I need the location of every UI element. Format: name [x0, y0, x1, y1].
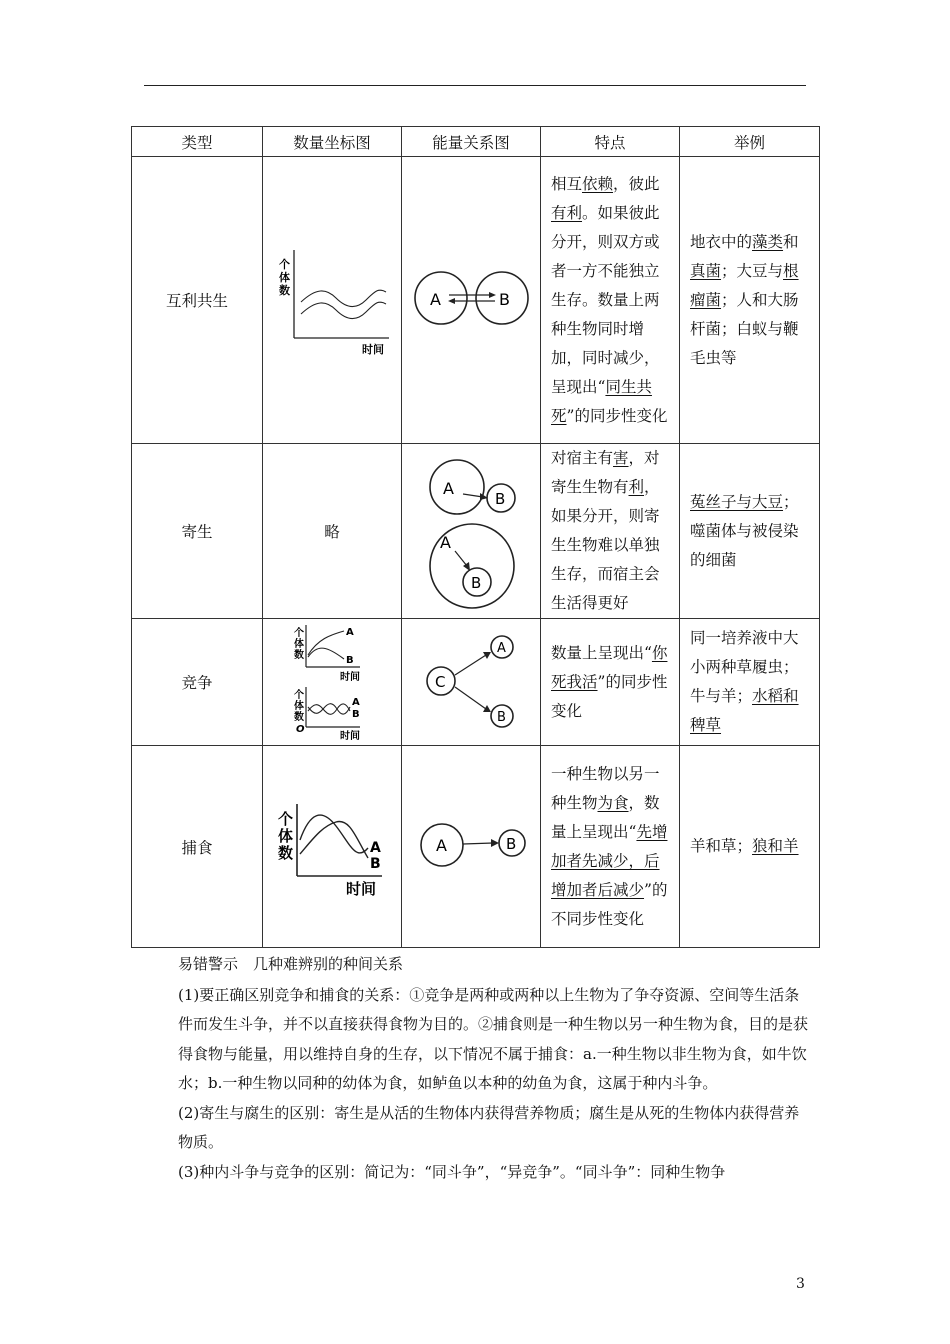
mutualism-energy-diagram [403, 253, 540, 343]
example-part: ；大豆与 [721, 261, 784, 280]
competition-graphs [264, 619, 401, 741]
header-rule [144, 85, 806, 86]
label-bottom-b: B [351, 709, 360, 720]
header-energy-diagram: 能量关系图 [402, 127, 541, 157]
y-label-bottom-3: 数 [293, 712, 304, 723]
example-key-term: 真菌 [690, 261, 722, 280]
example-part: 羊和草； [690, 837, 753, 855]
type-cell: 寄生 [132, 444, 263, 619]
arrow-host-to-parasite-2 [455, 551, 467, 566]
label-b: B [369, 855, 381, 872]
y-label-1: 个 [278, 258, 290, 271]
header-type: 类型 [132, 127, 263, 157]
example-part: 和 [783, 232, 799, 251]
example-key-term: 水稻和稗草 [690, 687, 799, 734]
feature-key-term: 利 [628, 478, 645, 496]
y-label-top-1: 个 [293, 628, 304, 639]
y-label-top-2: 体 [293, 639, 304, 650]
label-c: C [434, 673, 445, 691]
label-b: B [498, 290, 510, 309]
parasitism-energy-diagram [403, 444, 540, 614]
example-part: ；噬菌体与被侵染的细菌 [690, 492, 799, 569]
y-label-bottom-1: 个 [293, 690, 304, 701]
feature-key-term: 害 [613, 449, 629, 467]
feature-key-term: 有利 [551, 203, 583, 222]
table-row [132, 619, 820, 746]
interspecific-relations-table [131, 126, 820, 948]
example-cell [680, 444, 820, 619]
y-label-bottom-2: 体 [293, 701, 304, 712]
feature-part: ，数量上呈现出“ [551, 793, 660, 841]
table-row [132, 157, 820, 444]
type-cell: 捕食 [132, 746, 263, 948]
example-part: ；人和大肠杆菌；白蚁与鞭毛虫等 [690, 290, 799, 367]
quantity-graph-cell: 略 [263, 444, 402, 619]
arrow-c-to-b [455, 687, 486, 709]
arrowhead-2 [463, 562, 470, 571]
feature-key-term: 先增加者先减少，后增加者后减少 [551, 822, 668, 899]
example-cell [680, 157, 820, 444]
feature-cell [541, 746, 680, 948]
example-part: 地衣中的 [690, 232, 753, 251]
feature-part: 对宿主有 [551, 449, 614, 467]
energy-diagram-cell [402, 619, 541, 746]
example-key-term: 狼和羊 [752, 837, 799, 855]
y-label-top-3: 数 [293, 650, 304, 661]
label-b-2: B [470, 574, 481, 592]
arrow-c-to-a [455, 655, 486, 675]
feature-part: 一种生物以另一种生物 [551, 764, 660, 812]
feature-cell [541, 157, 680, 444]
host-circle-1 [430, 460, 484, 514]
label-top-b: B [345, 655, 354, 666]
label-a: A [429, 290, 441, 309]
feature-cell [541, 619, 680, 746]
header-examples: 举例 [680, 127, 820, 157]
x-label-bottom: 时间 [339, 731, 360, 741]
feature-key-term: 你死我活 [551, 643, 668, 691]
circle-a [415, 272, 467, 324]
x-label-top: 时间 [339, 672, 360, 683]
note-item-2: (2)寄生与腐生的区别：寄生是从活的生物体内获得营养物质；腐生是从死的生物体内获得营养物质。 [178, 1103, 800, 1151]
feature-part: ”的不同步性变化 [551, 880, 668, 928]
feature-cell [541, 444, 680, 619]
feature-part: ，如果分开，则寄生生物难以单独生存，而宿主会生活得更好 [551, 478, 660, 612]
table-row [132, 746, 820, 948]
label-a-2: A [439, 533, 451, 552]
header-features: 特点 [541, 127, 680, 157]
competition-energy-diagram [403, 625, 540, 735]
arrowhead-left [448, 298, 455, 304]
x-axis-label: 时间 [361, 343, 384, 356]
note-item-3: (3)种内斗争与竞争的区别：简记为：“同斗争”，“异竞争”。“同斗争”：同种生物争 [178, 1162, 726, 1181]
curve-species-a [300, 815, 368, 853]
label-b: B [496, 710, 506, 725]
table-row [132, 444, 820, 619]
example-part: 同一培养液中大小两种草履虫；牛与羊； [690, 629, 799, 705]
energy-diagram-cell [402, 746, 541, 948]
header-quantity-graph: 数量坐标图 [263, 127, 402, 157]
label-a: A [496, 641, 506, 656]
curve-top-b [308, 648, 344, 659]
example-key-term: 藻类 [752, 232, 784, 251]
feature-part: 相互 [551, 174, 583, 193]
origin-label: O [295, 724, 305, 735]
energy-diagram-cell [402, 444, 541, 619]
predation-graph [264, 790, 401, 900]
mutualism-graph [264, 238, 401, 358]
arrowhead [491, 839, 499, 847]
example-cell [680, 619, 820, 746]
notes-title: 易错警示 几种难辨别的种间关系 [178, 955, 404, 973]
feature-key-term: 同生共死 [551, 377, 652, 425]
y-label-3: 数 [277, 843, 293, 862]
note-item-1: (1)要正确区别竞争和捕食的关系：①竞争是两种或两种以上生物为了争夺资源、空间等生活条件而发生斗争，并不以直接获得食物为目的。②捕食则是一种生物以另一种生物为食，目的是获得食物与能量，用以维持自身的生存，以下情况不属于捕食：a.一种生物以非生物为食，如牛饮水；b.一种生物以同种的幼体为食，如鲈鱼以本种的幼鱼为食，这属于种内斗争。 [178, 985, 809, 1092]
feature-part: ”的同步性变化 [551, 672, 668, 720]
quantity-graph-cell [263, 746, 402, 948]
label-top-a: A [345, 627, 354, 638]
predation-energy-diagram [403, 815, 540, 875]
y-label-2: 体 [278, 271, 290, 284]
example-cell [680, 746, 820, 948]
table-header-row [132, 127, 820, 157]
feature-part: 数量上呈现出“ [551, 643, 652, 662]
feature-part: 。如果彼此分开，则双方或者一方不能独立生存。数量上两种生物同时增加，同时减少，呈现出“ [551, 203, 660, 396]
y-label-1: 个 [277, 809, 293, 828]
label-a-1: A [442, 479, 454, 498]
arrowhead-b [483, 705, 491, 712]
arrow-a-to-b [463, 843, 493, 844]
label-b-1: B [494, 490, 505, 508]
label-a: A [435, 835, 447, 855]
arrowhead-right [489, 292, 496, 298]
energy-diagram-cell [402, 157, 541, 444]
type-cell: 竞争 [132, 619, 263, 746]
curve-species-a [301, 290, 386, 307]
y-label-2: 体 [277, 826, 293, 845]
label-b: B [505, 834, 516, 853]
feature-key-term: 依赖 [582, 174, 614, 193]
feature-part: ，对寄生生物有 [551, 449, 660, 496]
feature-key-term: 为食 [597, 793, 629, 812]
feature-part: ”的同步性变化 [566, 406, 668, 425]
feature-part: ，彼此 [613, 174, 660, 193]
example-key-term: 菟丝子与大豆 [690, 492, 784, 511]
label-a: A [369, 839, 381, 856]
page-number: 3 [796, 1276, 805, 1292]
quantity-graph-cell [263, 157, 402, 444]
label-bottom-a: A [351, 697, 360, 708]
x-axis-label: 时间 [345, 879, 376, 898]
y-label-3: 数 [278, 284, 290, 297]
example-key-term: 根瘤菌 [690, 261, 799, 309]
error-warning-notes [178, 950, 810, 1187]
quantity-graph-cell [263, 619, 402, 746]
type-cell: 互利共生 [132, 157, 263, 444]
